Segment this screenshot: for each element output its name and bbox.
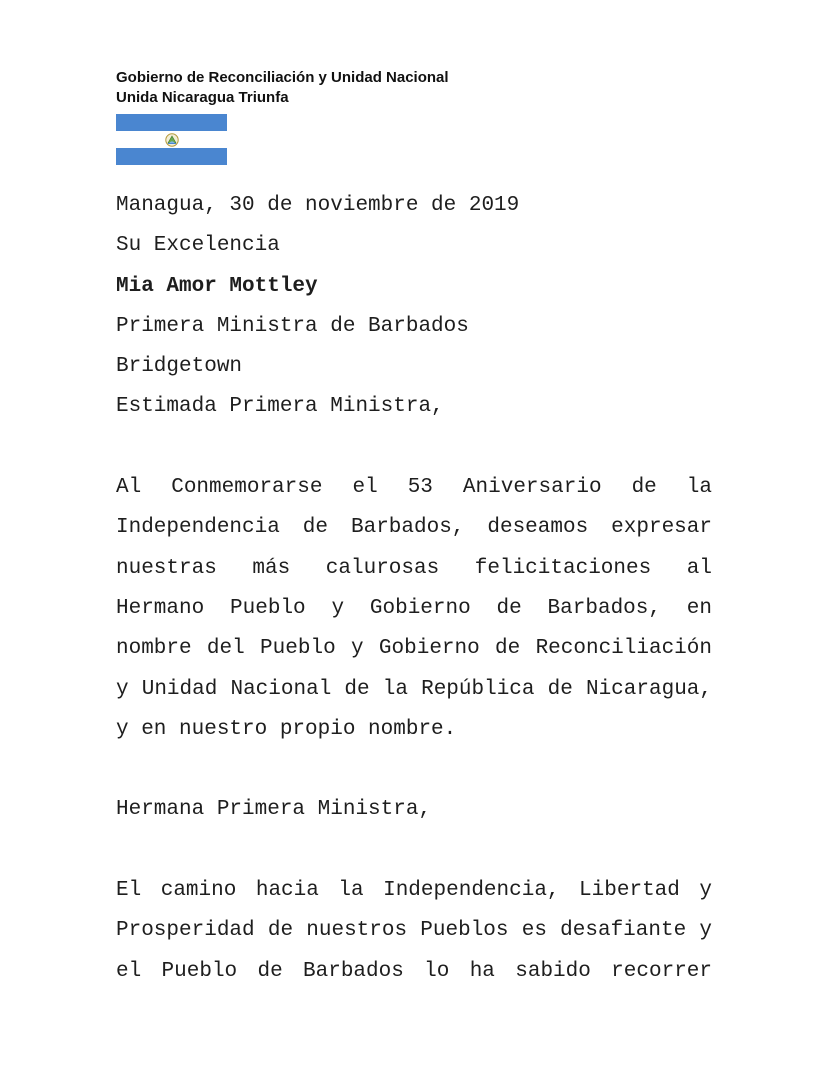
letterhead-government-name: Gobierno de Reconciliación y Unidad Nacional (116, 69, 449, 86)
flag-middle-stripe (116, 131, 227, 148)
spacer (116, 750, 712, 790)
paragraph-independence: El camino hacia la Independencia, Libertad y Prosperidad de nuestros Pueblos es desafiante y el Pueblo de Barbados lo ha sabido recorrer (116, 879, 712, 983)
recipient-role: Primera Ministra de Barbados (116, 314, 469, 338)
recipient-city: Bridgetown (116, 355, 243, 379)
nicaragua-flag-icon (116, 114, 227, 165)
coat-of-arms-icon (165, 133, 179, 147)
date-line: Managua, 30 de noviembre de 2019 (116, 194, 520, 217)
salutation-title: Su Excelencia (116, 234, 280, 258)
flag-top-stripe (116, 114, 227, 131)
letter-body (116, 186, 712, 992)
greeting: Estimada Primera Ministra, (116, 395, 444, 419)
spacer (116, 831, 712, 871)
letter-page (116, 68, 712, 992)
spacer (116, 428, 712, 468)
greeting-second: Hermana Primera Ministra, (116, 798, 432, 822)
letterhead-slogan: Unida Nicaragua Triunfa (116, 89, 289, 106)
letterhead (116, 68, 712, 108)
paragraph-congratulations: Al Conmemorarse el 53 Aniversario de la Independencia de Barbados, deseamos expresar nuestras más calurosas felicitaciones al Hermano Pueblo y Gobierno de Barbados, en nombre del Pueblo y Gobierno de Reconciliación y Unidad Nacional de la República de Nicaragua, y en nuestro propio nombre. (116, 476, 712, 741)
flag-bottom-stripe (116, 148, 227, 165)
recipient-name: Mia Amor Mottley (116, 274, 318, 298)
